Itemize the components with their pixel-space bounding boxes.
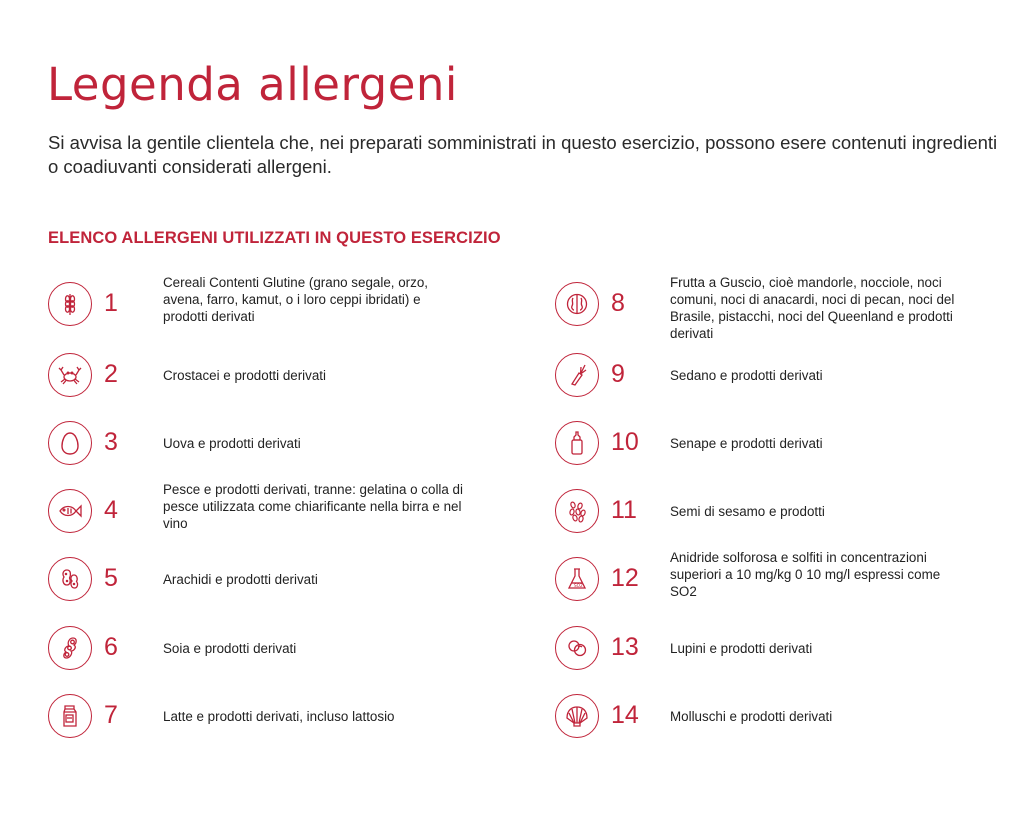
allergen-description: Pesce e prodotti derivati, tranne: gelatina o colla di pesce utilizzata come chiarificante nella birra e nel vino xyxy=(163,482,463,531)
shell-icon xyxy=(555,694,599,738)
egg-icon xyxy=(48,421,92,465)
allergen-number: 8 xyxy=(611,289,625,317)
allergen-description: Latte e prodotti derivati, incluso lattosio xyxy=(163,709,395,724)
allergen-description: Molluschi e prodotti derivati xyxy=(670,709,833,724)
lupin-icon xyxy=(555,626,599,670)
allergen-item-5 xyxy=(48,557,518,617)
celery-icon xyxy=(555,353,599,397)
walnut-icon xyxy=(555,282,599,326)
allergen-item-4 xyxy=(48,482,518,549)
allergen-number: 6 xyxy=(104,633,118,661)
milk-carton-icon xyxy=(48,694,92,738)
mustard-bottle-icon xyxy=(555,421,599,465)
allergen-number: 5 xyxy=(104,564,118,592)
allergen-number: 11 xyxy=(611,496,637,524)
crab-icon xyxy=(48,353,92,397)
allergen-description: Senape e prodotti derivati xyxy=(670,436,823,451)
allergen-item-6 xyxy=(48,626,518,686)
allergen-description: Crostacei e prodotti derivati xyxy=(163,368,326,383)
allergen-description: Uova e prodotti derivati xyxy=(163,436,301,451)
allergen-item-12 xyxy=(555,550,1024,617)
allergen-item-3 xyxy=(48,421,518,481)
section-heading: ELENCO ALLERGENI UTILIZZATI IN QUESTO ESERCIZIO xyxy=(48,229,501,247)
allergen-description: Sedano e prodotti derivati xyxy=(670,368,823,383)
allergen-number: 9 xyxy=(611,360,625,388)
allergen-item-14 xyxy=(555,694,1024,754)
allergen-number: 3 xyxy=(104,428,118,456)
allergen-description: Semi di sesamo e prodotti xyxy=(670,504,825,519)
allergen-description: Cereali Contenti Glutine (grano segale, orzo, avena, farro, kamut, o i loro ceppi ibridati) e prodotti derivati xyxy=(163,275,428,324)
allergen-item-2 xyxy=(48,353,518,413)
allergen-number: 7 xyxy=(104,701,118,729)
fish-icon xyxy=(48,489,92,533)
peanut-icon xyxy=(48,557,92,601)
allergen-item-9 xyxy=(555,353,1024,413)
allergen-description: Soia e prodotti derivati xyxy=(163,641,297,656)
allergen-description: Frutta a Guscio, cioè mandorle, nocciole, noci comuni, noci di anacardi, noci di pecan, noci del Brasile, pistacchi, noci del Queenland e prodotti derivati xyxy=(670,275,955,341)
allergen-item-1 xyxy=(48,275,518,342)
allergen-item-10 xyxy=(555,421,1024,481)
flask-label: SO2 xyxy=(574,583,583,588)
allergen-description: Lupini e prodotti derivati xyxy=(670,641,813,656)
intro-text: Si avvisa la gentile clientela che, nei preparati somministrati in questo esercizio, possono esere contenuti ingredienti o coadiuvanti considerati allergeni. xyxy=(48,132,998,177)
allergen-number: 4 xyxy=(104,496,118,524)
allergen-number: 13 xyxy=(611,633,639,661)
allergen-item-13 xyxy=(555,626,1024,686)
allergen-number: 2 xyxy=(104,360,118,388)
soy-icon xyxy=(48,626,92,670)
sesame-icon xyxy=(555,489,599,533)
allergen-item-11 xyxy=(555,489,1024,549)
flask-icon xyxy=(555,557,599,601)
allergen-description: Arachidi e prodotti derivati xyxy=(163,572,318,587)
allergen-item-8 xyxy=(555,275,1024,342)
allergen-number: 1 xyxy=(104,289,118,317)
allergen-number: 12 xyxy=(611,564,639,592)
allergen-item-7 xyxy=(48,694,518,754)
allergen-description: Anidride solforosa e solfiti in concentrazioni superiori a 10 mg/kg 0 10 mg/l espressi come SO2 xyxy=(670,550,941,599)
allergen-number: 10 xyxy=(611,428,639,456)
wheat-icon xyxy=(48,282,92,326)
page-title: Legenda allergeni xyxy=(47,58,458,111)
allergen-number: 14 xyxy=(611,701,639,729)
